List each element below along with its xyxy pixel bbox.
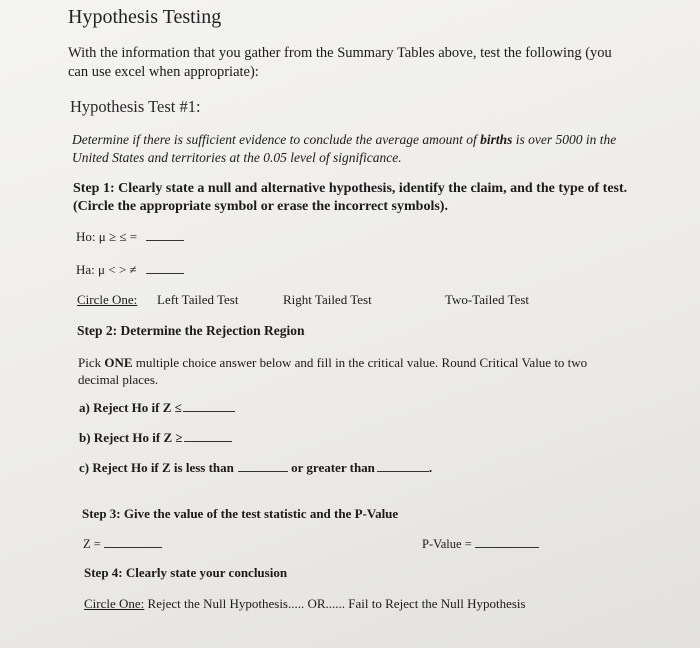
z-blank[interactable] [104, 536, 162, 548]
pick-bold: ONE [104, 355, 133, 370]
pick-suffix: multiple choice answer below and fill in the critical value. Round Critical Value to two decimal places. [78, 355, 588, 387]
conclusion-row [84, 596, 526, 612]
tail-option-right[interactable]: Right Tailed Test [283, 292, 372, 307]
option-b-label: b) Reject Ho if Z ≥ [79, 430, 183, 445]
null-hypothesis-row [76, 229, 184, 245]
z-row [83, 536, 162, 552]
option-c-lower-blank[interactable] [238, 460, 288, 472]
null-hypothesis-label: Ho: μ ≥ ≤ = [76, 229, 138, 244]
z-label: Z = [83, 537, 101, 551]
step3-heading: Step 3: Give the value of the test statistic and the P-Value [82, 506, 399, 521]
option-b-blank[interactable] [184, 430, 232, 442]
step4-heading: Step 4: Clearly state your conclusion [84, 565, 288, 580]
pvalue-blank[interactable] [475, 536, 539, 548]
option-c[interactable] [79, 460, 432, 476]
option-c-label: c) Reject Ho if Z is less than [79, 460, 234, 475]
test-heading: Hypothesis Test #1: [70, 97, 201, 116]
question-part-after: is over 5000 in the United States and territories at the 0.05 level of significance. [72, 132, 617, 165]
option-c-end: . [428, 460, 433, 475]
option-a[interactable] [79, 400, 235, 416]
option-c-upper-blank[interactable] [377, 460, 429, 472]
page-title: Hypothesis Testing [68, 6, 222, 28]
step1-heading: Step 1: Clearly state a null and alternative hypothesis, identify the claim, and the type of test. (Circle the appropriate symbol or erase the incorrect symbols). [73, 181, 628, 214]
option-a-blank[interactable] [183, 400, 235, 412]
tail-option-two[interactable]: Two-Tailed Test [445, 292, 530, 307]
pvalue-row [422, 536, 539, 552]
step2-heading: Step 2: Determine the Rejection Region [77, 323, 305, 338]
alt-hypothesis-label: Ha: μ < > ≠ [76, 262, 137, 277]
option-c-label-2: or greater than [291, 460, 375, 475]
option-b[interactable] [79, 430, 232, 446]
pick-prefix: Pick [78, 355, 105, 370]
question-part-bold: births [480, 132, 513, 147]
question-text [72, 131, 632, 167]
question-part-before: Determine if there is sufficient evidence to conclude the average amount of [72, 132, 481, 147]
pvalue-label: P-Value = [422, 537, 472, 551]
conclusion-options[interactable]: Reject the Null Hypothesis..... OR...... Fail to Reject the Null Hypothesis [147, 596, 526, 611]
intro-text: With the information that you gather from the Summary Tables above, test the following (you can use excel when appropriate): [68, 45, 612, 80]
alt-hypothesis-blank[interactable] [146, 262, 184, 274]
alt-hypothesis-row [76, 262, 184, 278]
tail-option-left[interactable]: Left Tailed Test [157, 292, 239, 307]
pick-instructions [78, 354, 608, 388]
null-hypothesis-blank[interactable] [146, 229, 184, 241]
circle-one-label: Circle One: [77, 292, 138, 307]
option-a-label: a) Reject Ho if Z ≤ [79, 400, 182, 415]
conclusion-circle-label: Circle One: [84, 596, 145, 611]
